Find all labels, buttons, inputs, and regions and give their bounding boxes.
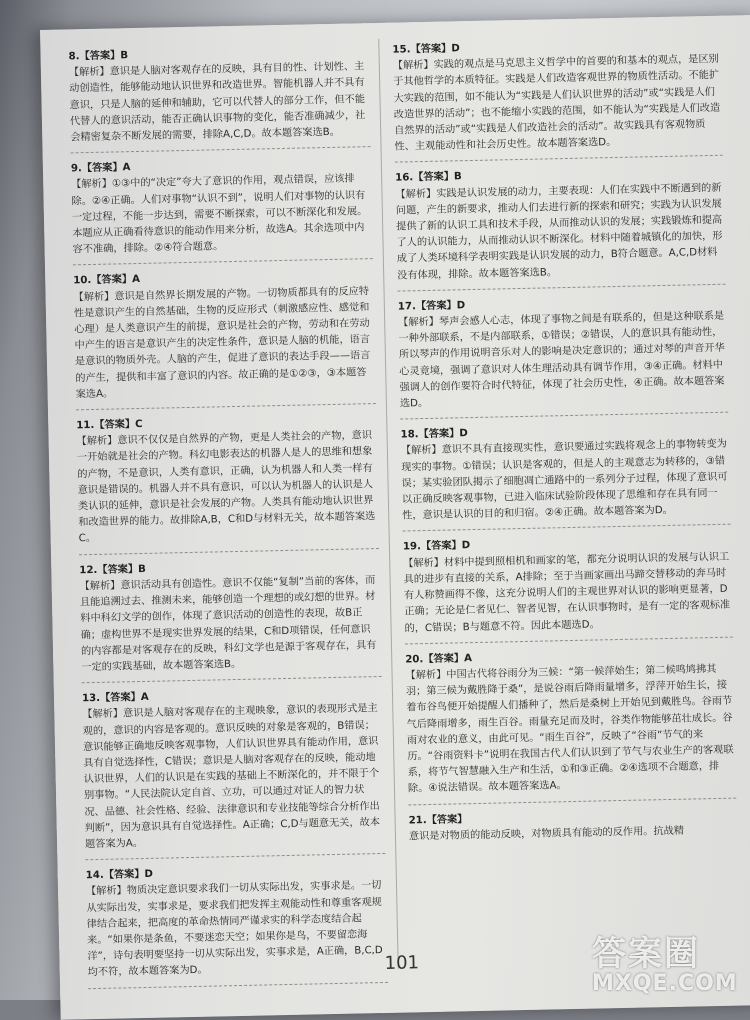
watermark-logo: 答案圈 xyxy=(592,934,700,974)
question-18 xyxy=(400,419,730,532)
answer-line: 12.【答案】B xyxy=(79,563,146,576)
question-11 xyxy=(76,410,379,555)
analysis-text: 【解析】中国古代将谷雨分为三候：“第一候萍始生；第二候鸣鸠拂其羽；第三候为戴胜降于桑”，是说谷雨后降雨量增多，浮萍开始生长，接着布谷鸟便开始提醒人们播种了，然后是桑树上开始见到戴胜鸟。谷雨节气后降雨增多，雨生百谷。雨量充足而及时，谷类作物能够茁壮成长。谷雨对农业的意义，由此可见。“雨生百谷”，反映了“谷雨”节气的来历。“谷雨资料卡”说明在我国古代人们认识到了节气与农业生产的客观联系，将节气智慧融入生产和生活，①和③正确。②④选项不合题意，排除。④说法错误。故本题答案选A。 xyxy=(405,663,734,795)
answer-line: 15.【答案】D xyxy=(392,43,460,56)
answer-line: 19.【答案】D xyxy=(402,540,471,553)
site-watermark xyxy=(592,926,742,994)
question-12 xyxy=(79,555,381,684)
question-15 xyxy=(392,34,722,163)
question-14 xyxy=(86,860,388,989)
question-20 xyxy=(405,643,736,805)
answer-line: 10.【答案】A xyxy=(73,274,141,287)
analysis-text: 意识是对物质的能动反映，对物质具有能动的反作用。抗战精 xyxy=(408,825,685,843)
page-number: 101 xyxy=(384,952,420,974)
analysis-text: 【解析】意识活动具有创造性。意识不仅能“复制”当前的客体，而且能追溯过去、推测未来，能够创造一个理想的或幻想的世界。材料中科幻文学的创作，体现了意识活动的创造性的表现，故B正确；虚构世界不是现实世界发展的结果，C和D项错误，任何意识的内容都是对客观存在的反映，科幻文学也是源于客观存在，具有一定的实践基础，故本题答案选B。 xyxy=(79,574,377,674)
answer-line: 21.【答案】 xyxy=(408,813,468,826)
answer-line: 9.【答案】A xyxy=(70,162,131,175)
left-column xyxy=(68,41,388,995)
answer-line: 8.【答案】B xyxy=(68,50,129,63)
question-21 xyxy=(408,804,737,851)
analysis-text: 【解析】①③中的“决定”夸大了意识的作用，观点错误，应该排除。②④正确。人们对事物“认识不到”，说明人们对事物的认识有一定过程，不能一步达到，需要不断探索，可以不断深化和发展。本题应从正确看待意识的能动作用来分析，故选A。其余选项中内容不准确，排除。②④符合题意。 xyxy=(71,173,368,256)
question-8 xyxy=(68,41,370,153)
answer-line: 18.【答案】D xyxy=(400,428,468,441)
question-16 xyxy=(395,162,725,291)
analysis-text: 【解析】实践是认识发展的动力，主要表现：人们在实践中不断遇到的新问题，产生的新要求，推动人们去进行新的探索和研究；实践为认识发展提供了新的认识工具和技术手段，从而推动认识的发展；实践锻炼和提高了人的认识能力，从而推动认识不断深化。材料中随着城镇化的加快，形成了人类环境科学表明实践是认识发展的动力，B符合题意。A,C,D材料没有体现，排除。故本题答案选B。 xyxy=(395,182,723,282)
analysis-text: 【解析】意识是人脑对客观存在的反映，具有目的性、计划性、主动创造性，能够能动地认识世界和改造世界。智能机器人并不具有意识，只是人脑的延伸和辅助，它可以代替人的部分工作，但不能代替人的意识活动，能否正确认识事物的变化，能否准确减少，社会精密复杂不断发展的需要，排除A,C,D。故本题答案选B。 xyxy=(68,61,366,144)
analysis-text: 【解析】意识是人脑对客观存在的主观映象，意识的表现形式是主观的，意识的内容是客观的。意识反映的对象是客观的，B错误；意识能够正确地反映客观事物，人们认识世界具有能动作用，意识具有自觉选择性，C错误；意识是人脑对客观存在的反映，能动地认识世界，人们的认识是在实践的基础上不断深化的，并不限于个别事物。“人民法院认定自首、立功，可以通过对证人的智力状况、品德、社会性格、经验、法律意识和专业技能等综合分析作出判断”，因为意识具有自觉选择性。A正确；C,D与题意无关，故本题答案为A。 xyxy=(82,703,381,851)
analysis-text: 【解析】实践的观点是马克思主义哲学中的首要的和基本的观点，是区别于其他哲学的本质特征。实践是人们改造客观世界的物质性活动。不能扩大实践的范围，如不能认为“实践是人们认识世界的活动”或“实践是人们改造世界的活动”；也不能缩小实践的范围，如不能认为“实践是人们改造自然界的活动”或“实践是人们改造社会的活动”。故实践具有客观物质性、主观能动性和社会历史性。故本题答案选D。 xyxy=(392,53,721,153)
answer-line: 11.【答案】C xyxy=(76,419,143,432)
answer-line: 20.【答案】A xyxy=(405,652,473,666)
analysis-text: 【解析】材料中提到照相机和画家的笔，都充分说明认识的发展与认识工具的进步有直接的关系，A排除；至于当画家画出马蹄交替移动的奔马时有人称赞画得不像，这充分说明人们的主观世界对认识的影响更显著，D正确；无论是仁者见仁、智者见智，在认识事物时，是有一定的客观标准的，C错误；B与题意不符。因此本题选D。 xyxy=(403,551,731,634)
analysis-text: 【解析】意识不仅仅是自然界的产物，更是人类社会的产物，意识一开始就是社会的产物。科幻电影表达的机器人是人的思维和想象的产物，不是意识，人类有意识，正确，认为机器人和人类一样有意识是错误的。机器人并不具有意识，可以认为机器人的认识是人类认识的延伸，意识是社会发展的产物。人类具有能动地认识世界和改造世界的能力。故排除A,B，C和D与材料无关，故本题答案选C。 xyxy=(76,430,376,545)
answer-line: 17.【答案】D xyxy=(397,300,466,313)
watermark-url: MXQE.COM xyxy=(592,971,738,996)
analysis-text: 【解析】琴声会感人心志，体现了事物之间是有联系的，但是这种联系是一种外部联系，不是内部联系，①错误；②错误，人的意识具有能动性，所以琴声的作用说明音乐对人的影响是决定意识的；通过对琴的声音开华心灵竟境，强调了意识对人体生理活动具有调节作用，③④正确。材料中强调人的创作要符合时代特征，体现了社会历史性，④正确。故本题答案选D。 xyxy=(398,310,725,410)
question-19 xyxy=(403,531,733,644)
answer-line: 14.【答案】D xyxy=(85,868,154,882)
right-column xyxy=(392,34,737,858)
answer-line: 13.【答案】A xyxy=(81,691,149,705)
question-10 xyxy=(73,266,376,411)
analysis-text: 【解析】意识不具有直接现实性，意识要通过实践将观念上的事物转变为现实的事物。①错误；认识是客观的，但是人的主观意志为转移的，③错误；某实验团队揭示了细胞凋亡通路中的一系列分子过程，体现了意识可以正确反映客观事物，已进入临床试验阶段体现了思维和存在具有同一性，意识是认识的目的和归宿。②④正确。故本题答案为D。 xyxy=(400,439,728,522)
question-9 xyxy=(71,153,373,265)
book-page xyxy=(40,15,750,1020)
question-13 xyxy=(82,683,386,860)
analysis-text: 【解析】物质决定意识要求我们一切从实际出发，实事求是。一切从实际出发，实事求是，要求我们把发挥主观能动性和尊重客观规律结合起来，把高度的革命热情同严谨求实的科学态度结合起来。“如果你是条鱼，不要迷恋天空；如果你是鸟，不要留恋海洋”，诗句表明要坚持一切从实际出发，实事求是，A正确，B,C,D均不符，故本题答案为D。 xyxy=(85,880,383,979)
answer-line: 16.【答案】B xyxy=(395,171,462,185)
analysis-text: 【解析】意识是自然界长期发展的产物。一切物质都具有的反应特性是意识产生的自然基础，生物的反应形式（刺激感应性、感觉和心理）是人类意识产生的前提，意识是社会的产物，劳动和在劳动中产生的语言是意识产生的决定性条件，意识是人脑的机能，语言是意识的物质外壳。人脑的产生，促进了意识的表达手段——语言的产生，提供和丰富了意识的内容。故正确的是①②③，③本题答案选A。 xyxy=(73,285,371,401)
question-17 xyxy=(398,291,728,420)
